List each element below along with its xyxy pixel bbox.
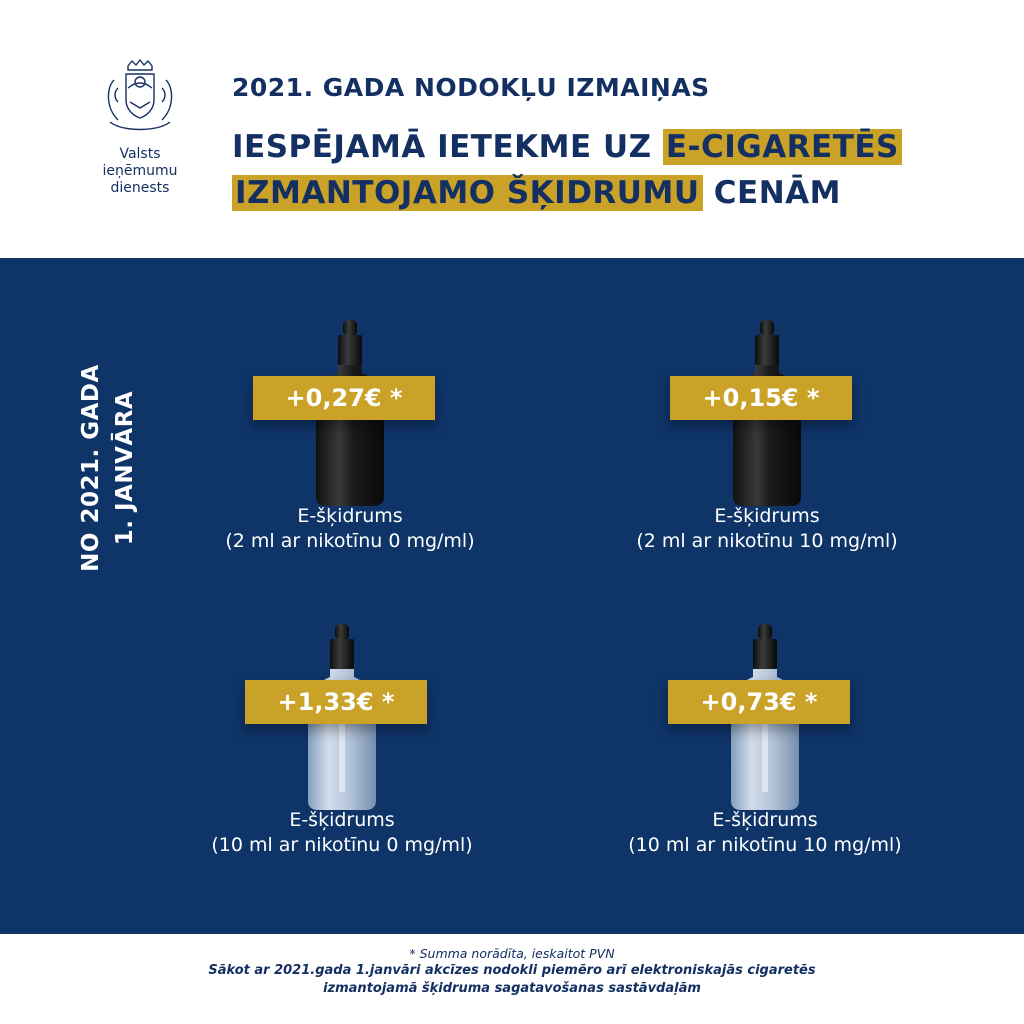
product-label xyxy=(585,808,945,858)
product-detail: (2 ml ar nikotīnu 0 mg/ml) xyxy=(225,530,475,552)
headline-highlight-2: IZMANTOJAMO ŠĶIDRUMU xyxy=(232,175,703,211)
logo-text xyxy=(80,146,200,197)
price-badge: +1,33€ * xyxy=(245,680,427,724)
headline-part-1: IESPĒJAMĀ IETEKME UZ xyxy=(232,129,663,165)
product-label xyxy=(170,504,530,554)
headline xyxy=(232,124,902,216)
product-name: E-šķidrums xyxy=(714,505,820,527)
logo-line-1: Valsts ieņēmumu xyxy=(102,146,178,179)
product-card-1 xyxy=(170,318,530,558)
header xyxy=(0,0,1024,258)
price-badge: +0,15€ * xyxy=(670,376,852,420)
product-card-4 xyxy=(585,622,945,862)
logo xyxy=(80,58,200,198)
product-name: E-šķidrums xyxy=(289,809,395,831)
latvia-coat-of-arms-icon xyxy=(100,58,180,142)
product-name: E-šķidrums xyxy=(297,505,403,527)
kicker-title: 2021. GADA NODOKĻU IZMAIŅAS xyxy=(232,73,710,102)
side-label-line-2: 1. JANVĀRA xyxy=(112,390,138,546)
price-badge: +0,27€ * xyxy=(253,376,435,420)
side-label-line-1: NO 2021. GADA xyxy=(78,364,104,572)
product-card-2 xyxy=(587,318,947,558)
product-label xyxy=(587,504,947,554)
logo-line-2: dienests xyxy=(110,180,170,196)
product-detail: (2 ml ar nikotīnu 10 mg/ml) xyxy=(636,530,898,552)
footer xyxy=(0,934,1024,1024)
product-detail: (10 ml ar nikotīnu 10 mg/ml) xyxy=(628,834,902,856)
product-label xyxy=(162,808,522,858)
disclaimer-line-2: izmantojamā šķidruma sagatavošanas sastāvdaļām xyxy=(323,981,701,996)
headline-part-2: CENĀM xyxy=(702,175,842,211)
headline-highlight-1: E-CIGARETĒS xyxy=(663,129,902,165)
product-detail: (10 ml ar nikotīnu 0 mg/ml) xyxy=(211,834,473,856)
disclaimer-line-1: Sākot ar 2021.gada 1.janvāri akcīzes nodokli piemēro arī elektroniskajās cigaretēs xyxy=(208,963,816,978)
product-name: E-šķidrums xyxy=(712,809,818,831)
price-badge: +0,73€ * xyxy=(668,680,850,724)
product-card-3 xyxy=(162,622,522,862)
vat-note: * Summa norādīta, ieskaitot PVN xyxy=(409,946,615,961)
